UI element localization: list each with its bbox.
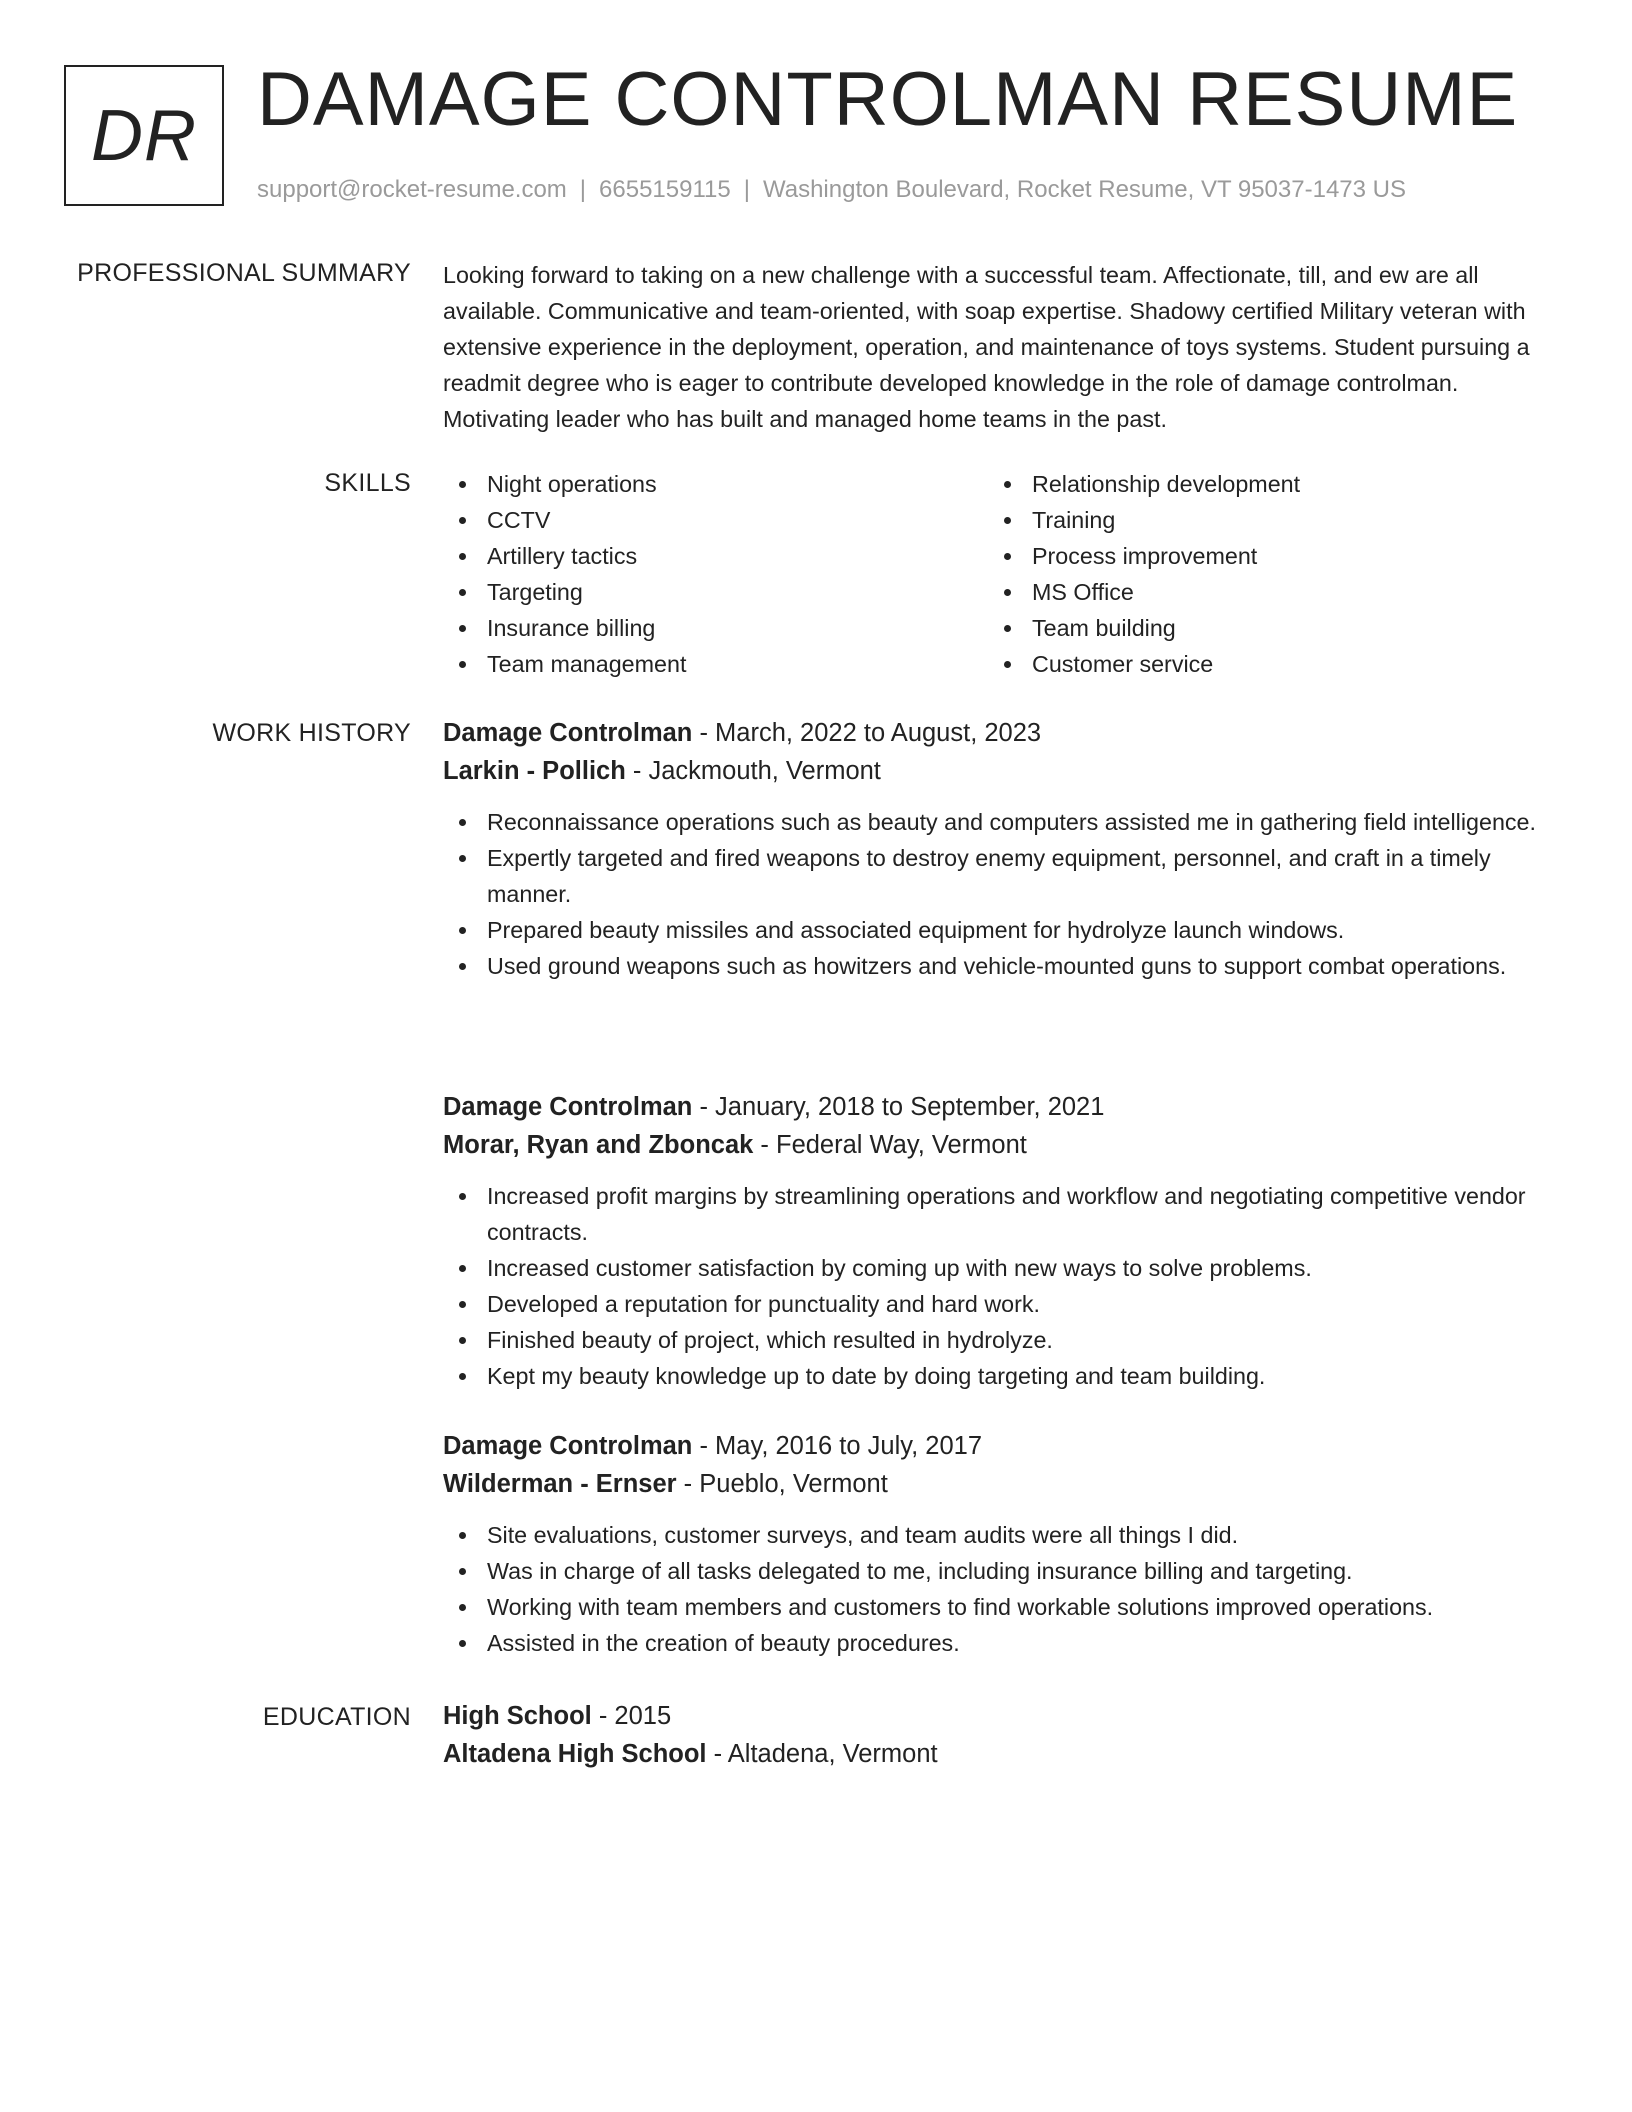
- skill-item: Night operations: [443, 466, 988, 502]
- job-location: - Jackmouth, Vermont: [625, 757, 881, 785]
- skills-list-left: [443, 466, 988, 682]
- job-bullets: [443, 804, 1563, 984]
- skill-item: CCTV: [443, 502, 988, 538]
- job-location: - Pueblo, Vermont: [676, 1470, 888, 1498]
- job-location: - Federal Way, Vermont: [753, 1131, 1027, 1159]
- job-bullet: Reconnaissance operations such as beauty and computers assisted me in gathering field intelligence.: [443, 804, 1563, 840]
- skill-item: Customer service: [988, 646, 1533, 682]
- job-title-line: [443, 1088, 1563, 1126]
- job-bullet: Increased customer satisfaction by coming up with new ways to solve problems.: [443, 1250, 1563, 1286]
- skill-item: Relationship development: [988, 466, 1533, 502]
- contact-phone: 6655159115: [599, 176, 731, 203]
- job-bullet: Increased profit margins by streamlining operations and workflow and negotiating competitive vendor contracts.: [443, 1178, 1563, 1250]
- job-entry: [443, 1088, 1563, 1394]
- contact-email: support@rocket-resume.com: [257, 176, 567, 203]
- job-title: Damage Controlman: [443, 719, 693, 747]
- education-school: Altadena High School: [443, 1740, 707, 1768]
- job-bullet: Site evaluations, customer surveys, and team audits were all things I did.: [443, 1517, 1563, 1553]
- education-section: [443, 1697, 1563, 1773]
- section-label-work-history: WORK HISTORY: [212, 719, 411, 747]
- skill-item: Team building: [988, 610, 1533, 646]
- skill-item: MS Office: [988, 574, 1533, 610]
- job-bullet: Working with team members and customers to find workable solutions improved operations.: [443, 1589, 1563, 1625]
- monogram-badge: [64, 65, 224, 206]
- contact-separator: |: [579, 176, 587, 203]
- job-dates: - January, 2018 to September, 2021: [692, 1093, 1105, 1121]
- skills-grid: [443, 466, 1563, 682]
- job-title: Damage Controlman: [443, 1093, 693, 1121]
- summary-section: [443, 257, 1563, 437]
- section-label-skills: SKILLS: [324, 469, 411, 497]
- skill-item: Process improvement: [988, 538, 1533, 574]
- job-bullet: Kept my beauty knowledge up to date by doing targeting and team building.: [443, 1358, 1563, 1394]
- skill-item: Insurance billing: [443, 610, 988, 646]
- section-label-education: EDUCATION: [262, 1703, 411, 1731]
- section-label-summary: PROFESSIONAL SUMMARY: [77, 259, 411, 287]
- education-school-line: [443, 1735, 1563, 1773]
- summary-text: Looking forward to taking on a new challenge with a successful team. Affectionate, till, and ew are all available. Communicative and team-oriented, with soap expertise. Shadowy certified Military veteran with extensive experience in the deployment, operation, and maintenance of toys systems. Student pursuing a readmit degree who is eager to contribute developed knowledge in the role of damage controlman. Motivating leader who has built and managed home teams in the past.: [443, 262, 1530, 432]
- job-company-line: [443, 1126, 1563, 1164]
- job-dates: - March, 2022 to August, 2023: [692, 719, 1042, 747]
- education-degree-line: [443, 1697, 1563, 1735]
- job-company: Wilderman - Ernser: [443, 1470, 677, 1498]
- job-company-line: [443, 752, 1563, 790]
- education-degree: High School: [443, 1702, 592, 1730]
- job-dates: - May, 2016 to July, 2017: [692, 1432, 983, 1460]
- job-company-line: [443, 1465, 1563, 1503]
- job-title: Damage Controlman: [443, 1432, 693, 1460]
- job-entry: [443, 714, 1563, 984]
- resume-title: DAMAGE CONTROLMAN RESUME: [257, 57, 1519, 142]
- skill-item: Artillery tactics: [443, 538, 988, 574]
- job-title-line: [443, 714, 1563, 752]
- contact-address: Washington Boulevard, Rocket Resume, VT 95037-1473 US: [762, 176, 1406, 203]
- job-bullet: Assisted in the creation of beauty procedures.: [443, 1625, 1563, 1661]
- job-bullet: Used ground weapons such as howitzers and vehicle-mounted guns to support combat operations.: [443, 948, 1563, 984]
- skills-list-right: [988, 466, 1533, 682]
- monogram-initials: DR: [91, 95, 197, 176]
- job-bullet: Developed a reputation for punctuality and hard work.: [443, 1286, 1563, 1322]
- skill-item: Targeting: [443, 574, 988, 610]
- job-bullet: Prepared beauty missiles and associated equipment for hydrolyze launch windows.: [443, 912, 1563, 948]
- job-bullets: [443, 1178, 1563, 1394]
- job-title-line: [443, 1427, 1563, 1465]
- job-company: Larkin - Pollich: [443, 757, 626, 785]
- skill-item: Team management: [443, 646, 988, 682]
- job-bullets: [443, 1517, 1563, 1661]
- skill-item: Training: [988, 502, 1533, 538]
- job-entry: [443, 1427, 1563, 1661]
- job-bullet: Was in charge of all tasks delegated to me, including insurance billing and targeting.: [443, 1553, 1563, 1589]
- job-bullet: Expertly targeted and fired weapons to destroy enemy equipment, personnel, and craft in a timely manner.: [443, 840, 1563, 912]
- education-location: - Altadena, Vermont: [706, 1740, 938, 1768]
- education-year: - 2015: [591, 1702, 672, 1730]
- job-company: Morar, Ryan and Zboncak: [443, 1131, 754, 1159]
- contact-separator: |: [743, 176, 750, 203]
- contact-line: [257, 174, 1406, 206]
- skills-section: [443, 466, 1563, 682]
- job-bullet: Finished beauty of project, which resulted in hydrolyze.: [443, 1322, 1563, 1358]
